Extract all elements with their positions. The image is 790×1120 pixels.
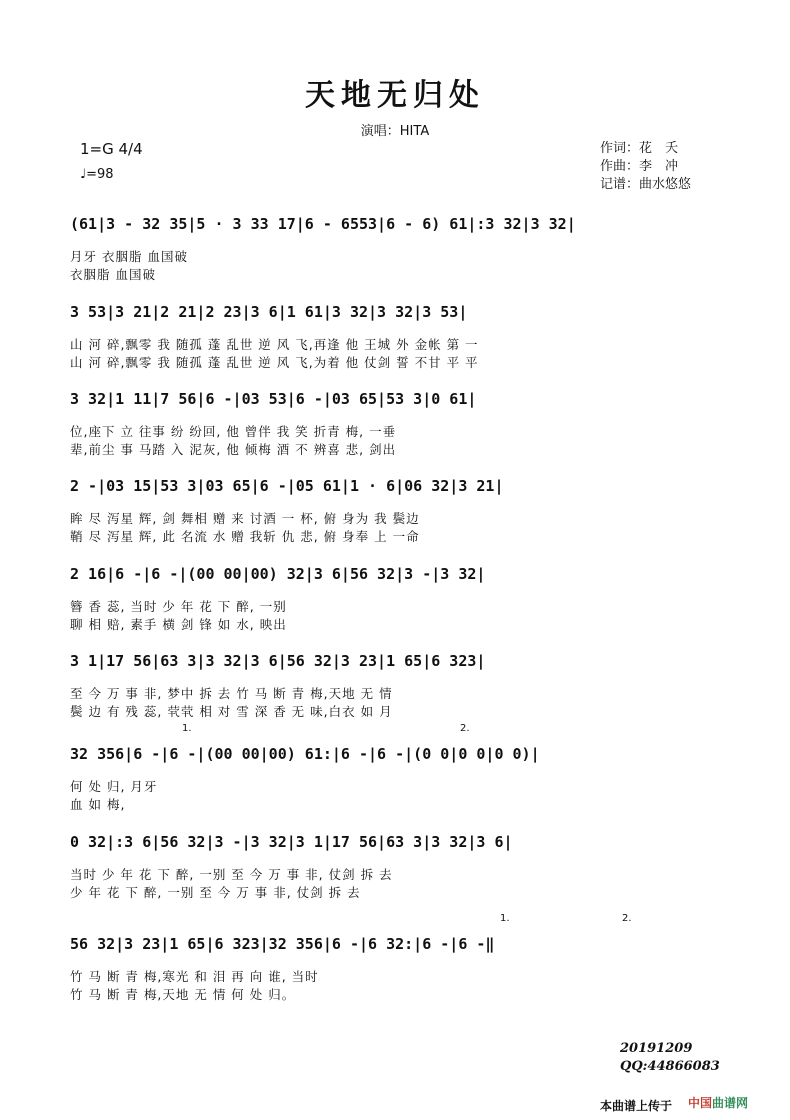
site-logo[interactable]	[688, 1094, 748, 1111]
volta-second-ending: 2.	[622, 913, 632, 924]
lyric-verse-1: 簪 香 蕊, 当时 少 年 花 下 醉, 一别	[70, 599, 287, 613]
score-line-7	[70, 723, 720, 815]
score-line-4	[70, 477, 720, 547]
score-line-9	[70, 913, 720, 1005]
notes-line: 2 -|03 15|53 3|03 65|6 -|05 61|1 · 6|06 32|3 21|	[70, 477, 504, 495]
lyric-verse-1: 当时 少 年 花 下 醉, 一别 至 今 万 事 非, 仗剑 拆 去	[70, 867, 393, 881]
notes-line: 3 1|17 56|63 3|3 32|3 6|56 32|3 23|1 65|6 323|	[70, 652, 486, 670]
volta-first-ending: 1.	[500, 913, 510, 924]
lyricist-credit: 作词：花 夭	[600, 141, 679, 156]
score-line-1	[70, 215, 720, 285]
notes-line: (61|3 - 32 35|5 · 3 33 17|6 - 6553|6 - 6) 61|:3 32|3 32|	[70, 215, 576, 233]
lyric-verse-2: 鬓 边 有 残 蕊, 茕茕 相 对 雪 深 香 无 味,白衣 如 月	[70, 704, 393, 718]
notes-line: 2 16|6 -|6 -|(00 00|00) 32|3 6|56 32|3 -|3 32|	[70, 565, 486, 583]
lyric-verse-1: 位,座下 立 往事 纷 纷回, 他 曾伴 我 笑 折青 梅, 一垂	[70, 424, 397, 438]
lyric-verse-2: 衣胭脂 血国破	[70, 267, 156, 281]
lyric-verse-1: 竹 马 断 青 梅,寒光 和 泪 再 向 谁, 当时	[70, 969, 319, 983]
volta-first-ending: 1.	[182, 723, 192, 734]
score-line-6	[70, 652, 720, 722]
transcriber-credit: 记谱：曲水悠悠	[600, 177, 692, 192]
lyric-verse-1: 至 今 万 事 非, 梦中 拆 去 竹 马 断 青 梅,天地 无 情	[70, 686, 393, 700]
notes-line: 3 32|1 11|7 56|6 -|03 53|6 -|03 65|53 3|0 61|	[70, 390, 477, 408]
lyric-verse-2: 山 河 碎,飘零 我 随孤 蓬 乱世 逆 风 飞,为着 他 仗剑 誓 不甘 平 平	[70, 355, 479, 369]
lyric-verse-2: 竹 马 断 青 梅,天地 无 情 何 处 归。	[70, 987, 296, 1001]
notes-line: 0 32|:3 6|56 32|3 -|3 32|3 1|17 56|63 3|3 32|3 6|	[70, 833, 513, 851]
lyric-verse-1: 山 河 碎,飘零 我 随孤 蓬 乱世 逆 风 飞,再逢 他 王城 外 金帐 第 一	[70, 337, 479, 351]
composer-credit: 作曲：李 冲	[600, 159, 679, 174]
site-logo-part-a: 中国	[688, 1096, 713, 1110]
lyric-verse-2: 血 如 梅,	[70, 797, 126, 811]
date-text: 20191209	[620, 1041, 693, 1056]
volta-second-ending: 2.	[460, 723, 470, 734]
singer-credit: 演唱：HITA	[360, 124, 430, 139]
site-logo-part-b: 曲谱网	[712, 1096, 749, 1110]
lyric-verse-1: 月牙 衣胭脂 血国破	[70, 249, 188, 263]
tempo-marking: ♩=98	[80, 167, 114, 182]
lyric-verse-2: 聊 相 赔, 素手 横 剑 锋 如 水, 映出	[70, 617, 287, 631]
notes-line: 56 32|3 23|1 65|6 323|32 356|6 -|6 32:|6 -|6 -‖	[70, 935, 495, 953]
credits-block	[600, 140, 691, 194]
score-line-5	[70, 565, 720, 635]
lyric-verse-1: 眸 尽 泻星 辉, 剑 舞相 赠 来 讨酒 一 杯, 俯 身为 我 鬓边	[70, 511, 420, 525]
upload-note: 本曲谱上传于	[600, 1099, 673, 1113]
lyric-verse-2: 少 年 花 下 醉, 一别 至 今 万 事 非, 仗剑 拆 去	[70, 885, 361, 899]
lyric-verse-1: 何 处 归, 月牙	[70, 779, 158, 793]
key-signature: 1=G 4/4	[80, 140, 143, 158]
transcription-stamp	[620, 1040, 720, 1076]
score-title: 天地无归处	[305, 78, 485, 113]
notes-line: 3 53|3 21|2 21|2 23|3 6|1 61|3 32|3 32|3 53|	[70, 303, 468, 321]
score-line-3	[70, 390, 720, 460]
score-line-2	[70, 303, 720, 373]
score-line-8	[70, 833, 720, 903]
lyric-verse-2: 辈,前尘 事 马踏 入 泥灰, 他 倾梅 酒 不 辨喜 悲, 剑出	[70, 442, 397, 456]
notes-line: 32 356|6 -|6 -|(00 00|00) 61:|6 -|6 -|(0 0|0 0|0 0)|	[70, 745, 540, 763]
qq-text: QQ:44866083	[620, 1059, 720, 1074]
lyric-verse-2: 鞘 尽 泻星 辉, 此 名流 水 赠 我斩 仇 悲, 俯 身奉 上 一命	[70, 529, 420, 543]
